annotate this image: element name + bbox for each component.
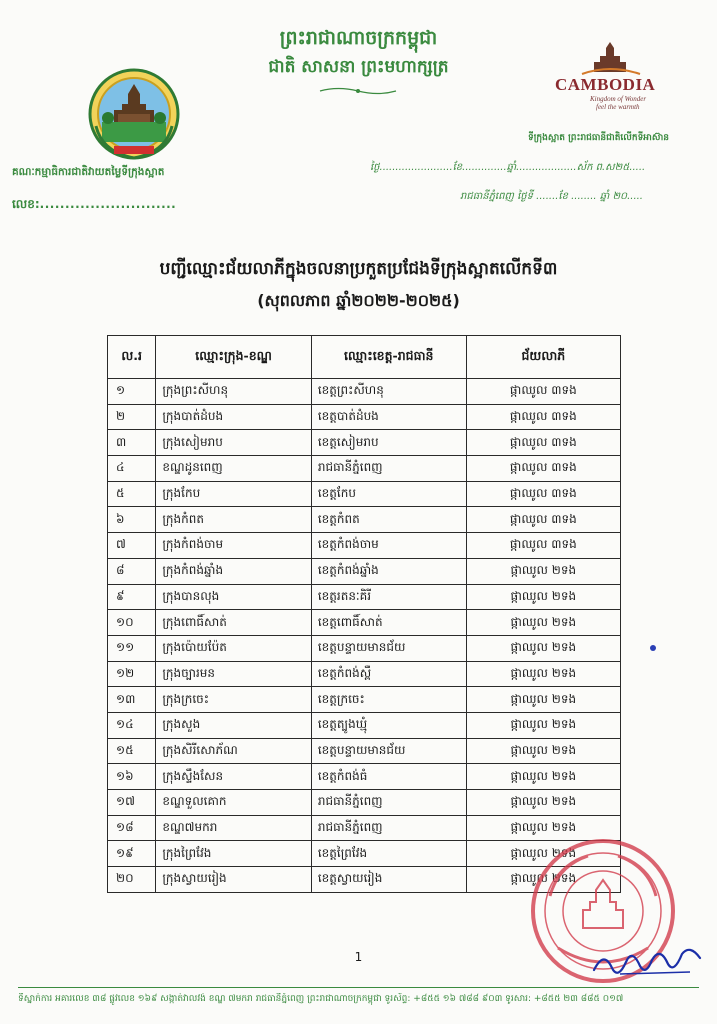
row-number: ១០ bbox=[108, 610, 156, 636]
city-district-name: ក្រុងព្រៃវែង bbox=[156, 841, 312, 867]
province-name: រាជធានីភ្នំពេញ bbox=[311, 456, 466, 482]
province-name: ខេត្តកំពង់ធំ bbox=[311, 764, 466, 790]
reference-number bbox=[12, 196, 176, 214]
province-name: ខេត្តបន្ទាយមានជ័យ bbox=[311, 738, 466, 764]
city-district-name: ក្រុងស្ទឹងសែន bbox=[156, 764, 312, 790]
page-number: 1 bbox=[354, 950, 363, 964]
award-value: ផ្កាឈូល ២ទង bbox=[466, 815, 620, 841]
award-value: ផ្កាឈូល ២ទង bbox=[466, 558, 620, 584]
award-value: ផ្កាឈូល ២ទង bbox=[466, 712, 620, 738]
committee-emblem bbox=[88, 64, 180, 164]
table-row bbox=[108, 558, 621, 584]
row-number: ៧ bbox=[108, 533, 156, 559]
clean-city-subtitle: ទីក្រុងស្អាត ព្រះរាជធានីជាតិលើកទីអាស៊ាន bbox=[528, 133, 669, 143]
city-district-name: ក្រុងពោធិ៍សាត់ bbox=[156, 610, 312, 636]
table-row bbox=[108, 661, 621, 687]
row-number: ៤ bbox=[108, 456, 156, 482]
award-value: ផ្កាឈូល ៣ទង bbox=[466, 481, 620, 507]
validity-period: (សុពលភាព ឆ្នាំ២០២២-២០២៥) bbox=[257, 291, 460, 310]
table-row bbox=[108, 430, 621, 456]
ink-dot bbox=[650, 645, 656, 651]
province-name: ខេត្តបន្ទាយមានជ័យ bbox=[311, 635, 466, 661]
solar-date-line: រាជធានីភ្នំពេញ ថ្ងៃទី .......ខែ ........ ឆ្នាំ ២០..... bbox=[460, 191, 643, 202]
reference-blank: ........................... bbox=[39, 197, 177, 211]
row-number: ២ bbox=[108, 404, 156, 430]
city-district-name: ក្រុងសៀមរាប bbox=[156, 430, 312, 456]
logo-tagline-kingdom: Kingdom of Wonder bbox=[590, 95, 647, 103]
city-district-name: ក្រុងកែប bbox=[156, 481, 312, 507]
province-name: ខេត្តរតនៈគិរី bbox=[311, 584, 466, 610]
table-row bbox=[108, 481, 621, 507]
city-district-name: ក្រុងកំពត bbox=[156, 507, 312, 533]
award-value: ផ្កាឈូល ២ទង bbox=[466, 661, 620, 687]
motto-ornament bbox=[318, 86, 398, 96]
table-row bbox=[108, 764, 621, 790]
city-district-name: ក្រុងក្រចេះ bbox=[156, 687, 312, 713]
province-name: ខេត្តស្វាយរៀង bbox=[311, 867, 466, 893]
table-row bbox=[108, 379, 621, 405]
city-district-name: ក្រុងបាត់ដំបង bbox=[156, 404, 312, 430]
table-row bbox=[108, 790, 621, 816]
kingdom-motto: ព្រះរាជាណាចក្រកម្ពុជា bbox=[279, 27, 438, 49]
row-number: ១៩ bbox=[108, 841, 156, 867]
row-number: ១៥ bbox=[108, 738, 156, 764]
table-row bbox=[108, 687, 621, 713]
province-name: ខេត្តព្រះសីហនុ bbox=[311, 379, 466, 405]
city-district-name: ខណ្ឌ៧មករា bbox=[156, 815, 312, 841]
province-name: ខេត្តបាត់ដំបង bbox=[311, 404, 466, 430]
footer-divider bbox=[18, 987, 699, 988]
header-number: ល.រ bbox=[108, 336, 156, 379]
province-name: ខេត្តព្រៃវែង bbox=[311, 841, 466, 867]
table-row bbox=[108, 635, 621, 661]
award-value: ផ្កាឈូល ២ទង bbox=[466, 584, 620, 610]
table-row bbox=[108, 404, 621, 430]
row-number: ១ bbox=[108, 379, 156, 405]
row-number: ១៦ bbox=[108, 764, 156, 790]
table-row bbox=[108, 610, 621, 636]
province-name: ខេត្តកំពង់ចាម bbox=[311, 533, 466, 559]
award-value: ផ្កាឈូល ៣ទង bbox=[466, 533, 620, 559]
award-value: ផ្កាឈូល ២ទង bbox=[466, 764, 620, 790]
province-name: ខេត្តកំពង់ឆ្នាំង bbox=[311, 558, 466, 584]
award-value: ផ្កាឈូល ២ទង bbox=[466, 610, 620, 636]
header-city-district: ឈ្មោះក្រុង-ខណ្ឌ bbox=[156, 336, 312, 379]
table-row bbox=[108, 456, 621, 482]
row-number: ១២ bbox=[108, 661, 156, 687]
award-value: ផ្កាឈូល ២ទង bbox=[466, 635, 620, 661]
award-value: ផ្កាឈូល ៣ទង bbox=[466, 404, 620, 430]
city-district-name: ក្រុងបានលុង bbox=[156, 584, 312, 610]
province-name: រាជធានីភ្នំពេញ bbox=[311, 790, 466, 816]
province-name: រាជធានីភ្នំពេញ bbox=[311, 815, 466, 841]
header-award: ជ័យលាភី bbox=[466, 336, 620, 379]
row-number: ៩ bbox=[108, 584, 156, 610]
table-row bbox=[108, 712, 621, 738]
reference-label: លេខ: bbox=[12, 197, 40, 211]
award-value: ផ្កាឈូល ២ទង bbox=[466, 867, 620, 893]
winners-table bbox=[107, 335, 621, 893]
signature bbox=[590, 940, 705, 985]
table-row bbox=[108, 507, 621, 533]
table-row bbox=[108, 584, 621, 610]
award-value: ផ្កាឈូល ២ទង bbox=[466, 738, 620, 764]
award-value: ផ្កាឈូល ៣ទង bbox=[466, 456, 620, 482]
header-province-capital: ឈ្មោះខេត្ត-រាជធានី bbox=[311, 336, 466, 379]
city-district-name: ក្រុងច្បារមន bbox=[156, 661, 312, 687]
nation-religion-king-motto: ជាតិ សាសនា ព្រះមហាក្សត្រ bbox=[268, 57, 449, 77]
province-name: ខេត្តត្បូងឃ្មុំ bbox=[311, 712, 466, 738]
award-value: ផ្កាឈូល ៣ទង bbox=[466, 379, 620, 405]
province-name: ខេត្តពោធិ៍សាត់ bbox=[311, 610, 466, 636]
row-number: ១៣ bbox=[108, 687, 156, 713]
province-name: ខេត្តកំពង់ស្ពឺ bbox=[311, 661, 466, 687]
city-district-name: ក្រុងប៉ោយប៉ែត bbox=[156, 635, 312, 661]
province-name: ខេត្តកំពត bbox=[311, 507, 466, 533]
award-value: ផ្កាឈូល ២ទង bbox=[466, 841, 620, 867]
table-header-row bbox=[108, 336, 621, 379]
award-value: ផ្កាឈូល ២ទង bbox=[466, 790, 620, 816]
city-district-name: ក្រុងសួង bbox=[156, 712, 312, 738]
row-number: ៥ bbox=[108, 481, 156, 507]
row-number: ១១ bbox=[108, 635, 156, 661]
row-number: ១៧ bbox=[108, 790, 156, 816]
award-value: ផ្កាឈូល ៣ទង bbox=[466, 507, 620, 533]
cambodia-logo-text: CAMBODIA bbox=[555, 75, 656, 94]
province-name: ខេត្តសៀមរាប bbox=[311, 430, 466, 456]
row-number: ១៤ bbox=[108, 712, 156, 738]
row-number: ១៨ bbox=[108, 815, 156, 841]
city-district-name: ក្រុងស្វាយរៀង bbox=[156, 867, 312, 893]
row-number: ៣ bbox=[108, 430, 156, 456]
committee-name: គណៈកម្មាធិការជាតិវាយតម្លៃទីក្រុងស្អាត bbox=[12, 166, 165, 178]
award-value: ផ្កាឈូល ៣ទង bbox=[466, 430, 620, 456]
row-number: ៨ bbox=[108, 558, 156, 584]
award-value: ផ្កាឈូល ២ទង bbox=[466, 687, 620, 713]
city-district-name: ក្រុងសិរីសោភ័ណ bbox=[156, 738, 312, 764]
document-title: បញ្ជីឈ្មោះជ័យលាភីក្នុងចលនាប្រកួតប្រជែងទីក្រុងស្អាតលើកទី៣ bbox=[159, 259, 558, 279]
city-district-name: ខណ្ឌទួលគោក bbox=[156, 790, 312, 816]
city-district-name: ក្រុងព្រះសីហនុ bbox=[156, 379, 312, 405]
city-district-name: ក្រុងកំពង់ចាម bbox=[156, 533, 312, 559]
table-row bbox=[108, 533, 621, 559]
logo-tagline-warmth: feel the warmth bbox=[596, 103, 640, 111]
city-district-name: ក្រុងកំពង់ឆ្នាំង bbox=[156, 558, 312, 584]
city-district-name: ខណ្ឌដូនពេញ bbox=[156, 456, 312, 482]
footer-address: ទីស្នាក់ការ អគារលេខ ៣៨ ផ្លូវលេខ ១៦៩ សង្កាត់វាលវង់ ខណ្ឌ ៧មករា រាជធានីភ្នំពេញ ព្រះរាជាណាចក្រកម្ពុជា ទូរស័ព្ទ: +៨៥៥ ១៦ ៧៨៨ ៩០៣ ទូរសារ: +៨៥៥ ២៣ ៨៨៥ ០១៧ bbox=[18, 994, 624, 1004]
province-name: ខេត្តក្រចេះ bbox=[311, 687, 466, 713]
row-number: ២០ bbox=[108, 867, 156, 893]
lunar-date-line: ថ្ងៃ.......................ខែ..............ឆ្នាំ...................ស័ក ព.ស២៥..... bbox=[370, 162, 646, 173]
province-name: ខេត្តកែប bbox=[311, 481, 466, 507]
row-number: ៦ bbox=[108, 507, 156, 533]
table-row bbox=[108, 738, 621, 764]
